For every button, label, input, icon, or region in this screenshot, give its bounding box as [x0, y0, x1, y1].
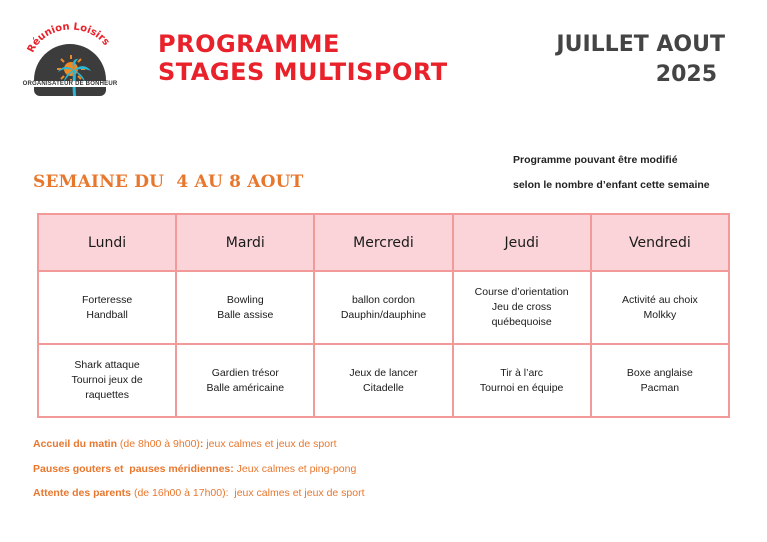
- reunion-loisirs-logo: [20, 18, 120, 94]
- info-morning: [33, 438, 337, 450]
- activity-item: Tournoi jeux de: [71, 374, 143, 386]
- activity-item: raquettes: [85, 389, 129, 401]
- notice-line-2: selon le nombre d’enfant cette semaine: [513, 179, 710, 191]
- activity-item: Boxe anglaise: [626, 366, 693, 379]
- activity-cell: [176, 271, 314, 344]
- activity-item: Handball: [86, 308, 128, 321]
- activity-item: Pacman: [640, 381, 680, 394]
- schedule-table: [37, 213, 730, 418]
- info-separator: :: [199, 438, 204, 450]
- activity-cell: [314, 344, 452, 417]
- period-year: 2025: [655, 62, 717, 87]
- period-months: JUILLET AOUT: [556, 32, 725, 57]
- activity-item: Course d’orientation: [474, 286, 569, 298]
- activity-cell: [591, 271, 729, 344]
- table-row: [38, 344, 729, 417]
- day-header: Lundi: [38, 214, 176, 271]
- activity-item: québequoise: [491, 316, 552, 328]
- page-title: [158, 30, 448, 86]
- info-text: Jeux calmes et ping-pong: [233, 463, 357, 475]
- info-text: jeux calmes et jeux de sport: [228, 487, 365, 499]
- activity-item: Tournoi en équipe: [479, 381, 564, 394]
- day-header: Mardi: [176, 214, 314, 271]
- activity-cell: [176, 344, 314, 417]
- info-time: (de 16h00 à 17h00):: [131, 487, 229, 499]
- activity-item: Balle américaine: [206, 381, 285, 394]
- notice-line-1: Programme pouvant être modifié: [513, 154, 678, 166]
- info-text: jeux calmes et jeux de sport: [203, 438, 337, 450]
- activity-item: ballon cordon: [351, 293, 415, 306]
- activity-item: Balle assise: [217, 308, 274, 321]
- activity-item: Jeu de cross: [491, 301, 552, 313]
- activity-item: Jeux de lancer: [349, 366, 418, 379]
- info-pickup: [33, 487, 365, 499]
- activity-item: Dauphin/dauphine: [340, 308, 427, 321]
- activity-cell: [453, 271, 591, 344]
- activity-cell: [591, 344, 729, 417]
- activity-item: Molkky: [643, 308, 677, 321]
- info-time: (de 8h00 à 9h00): [117, 438, 200, 450]
- activity-item: Shark attaque: [74, 359, 140, 371]
- activity-item: Bowling: [226, 293, 264, 306]
- palm-tree-icon: [56, 58, 92, 96]
- period-heading: [556, 30, 725, 90]
- day-header: Mercredi: [314, 214, 452, 271]
- activity-item: Gardien trésor: [211, 366, 279, 379]
- info-label: Pauses gouters et pauses méridiennes:: [33, 463, 234, 475]
- day-header: Jeudi: [453, 214, 591, 271]
- activity-cell: [38, 344, 176, 417]
- activity-item: Activité au choix: [621, 293, 698, 306]
- week-label: SEMAINE DU 4 AU 8 AOUT: [33, 172, 304, 192]
- activity-item: Tir à l’arc: [500, 366, 544, 379]
- activity-item: Citadelle: [363, 381, 404, 394]
- activity-cell: [38, 271, 176, 344]
- logo-tagline: ORGANISATEUR DE BONHEUR: [18, 81, 122, 87]
- activity-cell: [314, 271, 452, 344]
- activity-cell: [453, 344, 591, 417]
- table-row: [38, 271, 729, 344]
- info-label: Accueil du matin: [33, 438, 118, 450]
- day-header: Vendredi: [591, 214, 729, 271]
- schedule-header-row: [38, 214, 729, 271]
- svg-text:Réunion Loisirs: Réunion Loisirs: [25, 21, 112, 55]
- activity-item: Forteresse: [82, 293, 133, 306]
- info-breaks: [33, 463, 356, 475]
- title-line-2: STAGES MULTISPORT: [158, 58, 448, 86]
- info-label: Attente des parents: [33, 487, 132, 499]
- title-line-1: PROGRAMME: [158, 30, 340, 58]
